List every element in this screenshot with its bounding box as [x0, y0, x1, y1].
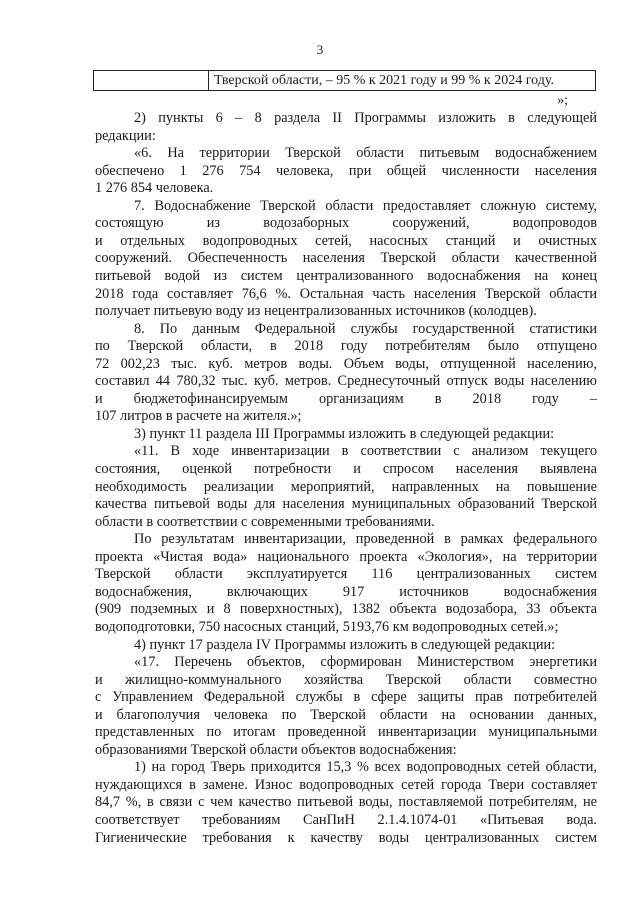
text-line: По результатам инвентаризации, проведенной в рамках федерального [134, 531, 597, 548]
text-line: нуждающихся в замене. Износ водопроводных сетей города Твери составляет [95, 776, 597, 793]
text-line: 1) на город Тверь приходится 15,3 % всех водопроводных сетей области, [134, 759, 597, 776]
text-line: по Тверской области, в 2018 году потребителям было отпущено [95, 338, 597, 355]
closing-quote: »; [557, 93, 568, 108]
text-line: водоснабжения, включающих 917 источников водоснабжения [95, 583, 597, 600]
table-fragment [93, 70, 596, 91]
table-cell-empty [94, 71, 209, 90]
text-line: 1 276 854 человека. [95, 180, 214, 197]
text-line: «6. На территории Тверской области питьевым водоснабжением [134, 145, 597, 162]
text-line: 2018 года составляет 76,6 %. Остальная часть населения Тверской области [95, 285, 597, 302]
text-line: области в соответствии с современными требованиями. [95, 513, 435, 530]
text-line: «17. Перечень объектов, сформирован Министерством энергетики [134, 654, 597, 671]
text-line: и жилищно-коммунального хозяйства Тверской области совместно [95, 671, 597, 688]
text-line: и отдельных водопроводных сетей, насосных станций и очистных [95, 232, 597, 249]
text-line: «11. В ходе инвентаризации в соответствии с анализом текущего [134, 443, 597, 460]
text-line: соответствует требованиям СанПиН 2.1.4.1074-01 «Питьевая вода. [95, 812, 597, 828]
text-line: образованиями Тверской области объектов водоснабжения: [95, 741, 457, 758]
text-line: водоподготовки, 750 насосных станций, 5193,76 км водопроводных сетей.»; [95, 618, 559, 635]
text-line: с Управлением Федеральной службы в сфере защиты прав потребителей [95, 689, 597, 706]
text-line: (909 подземных и 8 поверхностных), 1382 объекта водозабора, 33 объекта [95, 601, 597, 618]
text-line: Гигиенические требования к качеству воды централизованных систем [95, 829, 597, 846]
text-line: 72 002,23 тыс. куб. метров воды. Объем воды, отпущенной населению, [95, 355, 597, 372]
text-line: 2) пункты 6 – 8 раздела II Программы изложить в следующей [134, 110, 597, 126]
text-line: проекта «Чистая вода» национального проекта «Экология», на территории [95, 548, 597, 565]
table-cell-text: Тверской области, – 95 % к 2021 году и 99 % к 2024 году. [214, 73, 554, 88]
text-line: 4) пункт 17 раздела IV Программы изложить в следующей редакции: [134, 636, 556, 653]
text-line: необходимость реализации мероприятий, направленных на повышение [95, 478, 597, 495]
text-line: Тверской области эксплуатируется 116 централизованных систем [95, 566, 597, 583]
text-line: питьевой водой из систем централизованного водоснабжения на конец [95, 267, 597, 284]
page-number: 3 [316, 42, 324, 57]
text-line: качества питьевой воды для населения муниципальных образований Тверской [95, 496, 597, 513]
text-line: составил 44 780,32 тыс. куб. метров. Среднесуточный отпуск воды населению [95, 373, 597, 390]
text-line: 107 литров в расчете на жителя.»; [95, 408, 302, 425]
text-line: обеспечено 1 276 754 человека, при общей численности населения [95, 162, 597, 179]
text-line: 3) пункт 11 раздела III Программы изложить в следующей редакции: [134, 425, 555, 442]
text-line: и благополучия человека по Тверской области на основании данных, [95, 706, 597, 723]
text-line: 8. По данным Федеральной службы государственной статистики [134, 320, 597, 337]
text-line: состоящую из водозаборных сооружений, водопроводов [95, 215, 597, 232]
text-line: редакции: [95, 127, 156, 144]
text-line: 7. Водоснабжение Тверской области предоставляет сложную систему, [134, 197, 597, 214]
text-line: получает питьевую воду из нецентрализованных источников (колодцев). [95, 303, 537, 320]
text-line: сооружений. Обеспеченность населения Тверской области качественной [95, 250, 597, 267]
text-line: представленных по итогам проведенной инвентаризации муниципальными [95, 724, 597, 741]
text-line: состояния, оценкой потребности и спросом населения выявлена [95, 461, 597, 477]
text-line: 84,7 %, в связи с чем качество питьевой воды, поставляемой потребителям, не [95, 794, 597, 811]
text-line: и бюджетофинансируемым организациям в 2018 году – [95, 390, 597, 407]
